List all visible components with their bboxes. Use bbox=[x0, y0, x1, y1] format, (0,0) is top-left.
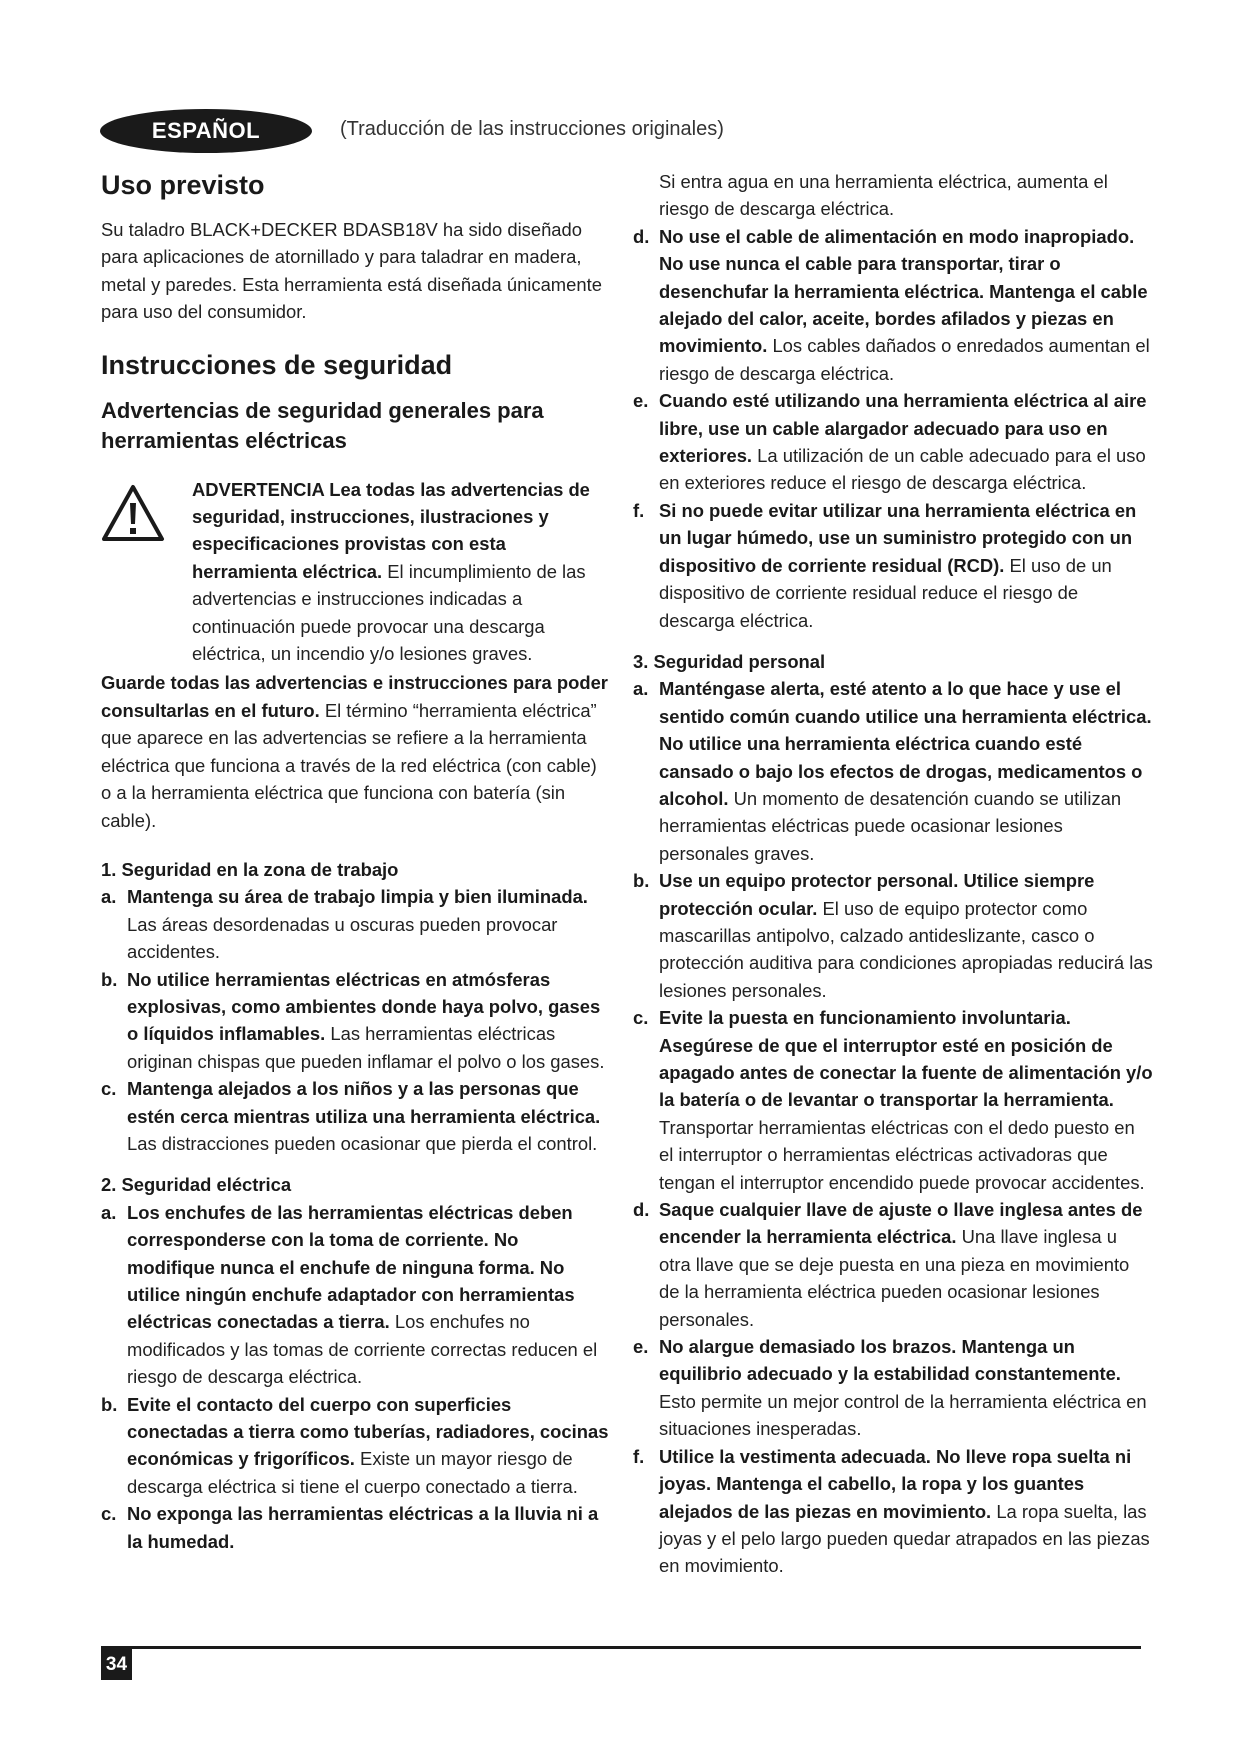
warning-text: El incumplimiento de las advertencias e instrucciones indicadas a continuación puede provocar una descarga eléctrica, un incendio y/o lesiones graves. bbox=[192, 560, 586, 665]
warning-triangle-icon bbox=[101, 484, 165, 542]
list-item: a. Mantenga su área de trabajo limpia y bien iluminada. Las áreas desordenadas u oscuras pueden provocar accidentes. bbox=[101, 886, 588, 963]
list-item: f. Utilice la vestimenta adecuada. No lleve ropa suelta ni joyas. Mantenga el cabello, la ropa y los guantes alejados de las piezas en movimiento. La ropa suelta, las joyas y el pelo largo pueden quedar atrapados en las piezas en movimiento. bbox=[633, 1445, 1150, 1577]
section-2-title: 2. Seguridad eléctrica bbox=[101, 1174, 292, 1196]
section-3-title: 3. Seguridad personal bbox=[633, 650, 826, 672]
warning-bold: ADVERTENCIA Lea todas las advertencias de seguridad, instrucciones, ilustraciones y especificaciones provistas con esta herramienta eléctrica. bbox=[192, 478, 590, 582]
uso-previsto-title: Uso previsto bbox=[101, 170, 265, 200]
list-item: b. Use un equipo protector personal. Utilice siempre protección ocular. El uso de equipo protector como mascarillas antipolvo, calzado antideslizante, casco o protección auditiva para condiciones apropiadas reducirá las lesiones personales. bbox=[633, 870, 1153, 1001]
guarde-text: El término “herramienta eléctrica” que aparece en las advertencias se refiere a la herramienta eléctrica que funciona a través de la red eléctrica (con cable) o a la herramienta eléctrica que funciona con batería (sin cable). bbox=[101, 699, 597, 831]
section-1-title: 1. Seguridad en la zona de trabajo bbox=[101, 858, 399, 880]
list-item: f. Si no puede evitar utilizar una herramienta eléctrica en un lugar húmedo, use un suministro protegido con un dispositivo de corriente residual (RCD). El uso de un dispositivo de corriente residual reduce el riesgo de descarga eléctrica. bbox=[633, 499, 1137, 631]
translation-subtitle: (Traducción de las instrucciones originales) bbox=[340, 118, 724, 140]
list-item: c. Mantenga alejados a los niños y a las personas que estén cerca mientras utiliza una herramienta eléctrica. Las distracciones pueden ocasionar que pierda el control. bbox=[101, 1078, 601, 1154]
warning-block bbox=[101, 476, 611, 668]
guarde-bold: Guarde todas las advertencias e instrucciones para poder consultarlas en el futuro. bbox=[101, 672, 608, 721]
list-item: e. No alargue demasiado los brazos. Mantenga un equilibrio adecuado y la estabilidad constantemente. Esto permite un mejor control de la herramienta eléctrica en situaciones inesperadas. bbox=[633, 1336, 1147, 1440]
list-item: e. Cuando esté utilizando una herramienta eléctrica al aire libre, use un cable alargador adecuado para uso en exteriores. La utilización de un cable adecuado para el uso en exteriores reduce el riesgo de descarga eléctrica. bbox=[633, 390, 1147, 494]
guarde-paragraph bbox=[101, 669, 611, 833]
list-item: a. Manténgase alerta, esté atento a lo que hace y use el sentido común cuando utilice una herramienta eléctrica. No utilice una herramienta eléctrica cuando esté cansado o bajo los efectos de drogas, medicamentos o alcohol. Un momento de desatención cuando se utilizan herramientas eléctricas puede ocasionar lesiones personales graves. bbox=[633, 678, 1152, 864]
list-item: a. Los enchufes de las herramientas eléctricas deben corresponderse con la toma de corriente. No modifique nunca el enchufe de ninguna forma. No utilice ningún enchufe adaptador con herramientas eléctricas conectadas a tierra. Los enchufes no modificados y las tomas de corriente correctas reducen el riesgo de descarga eléctrica. bbox=[101, 1201, 598, 1388]
instrucciones-seguridad-title: Instrucciones de seguridad bbox=[101, 349, 453, 380]
advertencias-title: Advertencias de seguridad generales para herramientas eléctricas bbox=[101, 397, 544, 453]
list-item: b. Evite el contacto del cuerpo con superficies conectadas a tierra como tuberías, radiadores, cocinas económicas y frigoríficos. Existe un mayor riesgo de descarga eléctrica si tiene el cuerpo conectado a tierra. bbox=[101, 1393, 609, 1497]
language-badge: ESPAÑOL bbox=[100, 109, 312, 153]
list-item: c. Evite la puesta en funcionamiento involuntaria. Asegúrese de que el interruptor esté en posición de apagado antes de conectar la fuente de alimentación y/o la batería o de levantar o transportar la herramienta. Transportar herramientas eléctricas con el dedo puesto en el interruptor o herramientas eléctricas activadoras que tengan el interruptor encendido puede provocar accidentes. bbox=[633, 1007, 1153, 1193]
uso-previsto-text: Su taladro BLACK+DECKER BDASB18V ha sido diseñado para aplicaciones de atornillado y para taladrar en madera, metal y paredes. Esta herramienta está diseñada únicamente para uso del consumidor. bbox=[101, 219, 602, 323]
list-item: b. No utilice herramientas eléctricas en atmósferas explosivas, como ambientes donde haya polvo, gases o líquidos inflamables. Las herramientas eléctricas originan chispas que pueden inflamar el polvo o los gases. bbox=[101, 968, 605, 1072]
footer-rule bbox=[101, 1646, 1141, 1649]
list-item: c. No exponga las herramientas eléctricas a la lluvia ni a la humedad. bbox=[101, 1503, 599, 1552]
continued-text: Si entra agua en una herramienta eléctrica, aumenta el riesgo de descarga eléctrica. bbox=[659, 171, 1108, 220]
list-item: d. No use el cable de alimentación en modo inapropiado. No use nunca el cable para transportar, tirar o desenchufar la herramienta eléctrica. Mantenga el cable alejado del calor, aceite, bordes afilados y piezas en movimiento. Los cables dañados o enredados aumentan el riesgo de descarga eléctrica. bbox=[633, 225, 1150, 384]
left-column bbox=[101, 168, 611, 1555]
page-number: 34 bbox=[101, 1649, 132, 1680]
right-column bbox=[633, 168, 1153, 1580]
list-item: d. Saque cualquier llave de ajuste o llave inglesa antes de encender la herramienta eléctrica. Una llave inglesa u otra llave que se deje puesta en una pieza en movimiento de la herramienta eléctrica pueden ocasionar lesiones personales. bbox=[633, 1199, 1143, 1330]
